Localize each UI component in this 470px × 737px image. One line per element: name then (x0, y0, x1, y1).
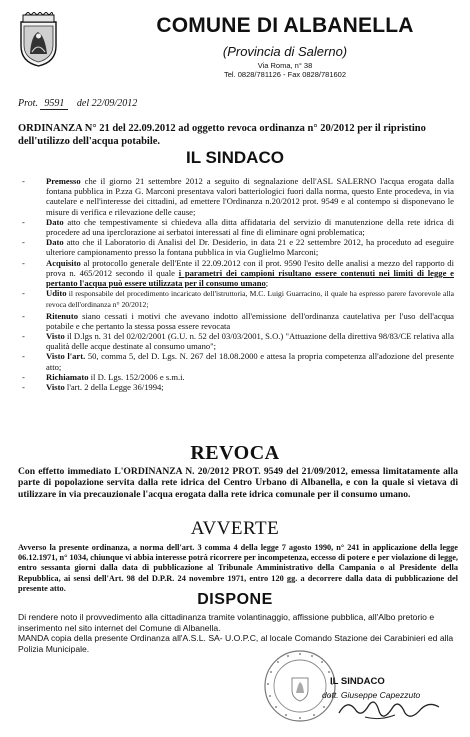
dispone-text (18, 612, 458, 654)
municipality-title: COMUNE DI ALBANELLA (156, 14, 414, 37)
revoca-heading: REVOCA (190, 442, 280, 464)
protocol-line (18, 98, 137, 110)
list-item: - Visto il D.lgs n. 31 del 02/02/2001 (G.U. n. 52 del 03/03/2001, S.O.) "Attuazione della direttiva 98/83/CE relativa alla qualità delle acque destinate al consumo umano"; (22, 331, 454, 351)
province-subtitle: (Provincia di Salerno) (222, 44, 348, 59)
premises-list (22, 176, 454, 392)
list-item: - Visto l'art. 2 della Legge 36/1994; (22, 382, 454, 392)
list-item: - Udito il responsabile del procedimento incaricato dell'istruttoria, M.C. Luigi Guarracino, il quale ha espresso parere favorevole alla revoca dell'ordinanza n° 20/2012; (22, 288, 454, 310)
mayor-signature-role: IL SINDACO (330, 676, 385, 687)
protocol-date: 22/09/2012 (91, 98, 138, 109)
dispone-paragraph: MANDA copia della presente Ordinanza all'A.S.L. SA- U.O.P.C, al locale Comando Stazione dei Carabinieri ed alla Polizia Municipale. (18, 633, 454, 654)
dispone-heading: DISPONE (197, 591, 273, 608)
list-item: - Visto l'art. 50, comma 5, del D. Lgs. N. 267 del 18.08.2000 e attesa la propria competenza all'adozione del presente atto; (22, 351, 454, 371)
mayor-signature-name: dott. Giuseppe Capezzuto (322, 690, 421, 700)
protocol-number: 9591 (40, 98, 68, 110)
revoca-text: Con effetto immediato L'ORDINANZA N. 20/2012 PROT. 9549 del 21/09/2012, emessa limitatamente alla parte di popolazione servita dalla rete idrica del Centro Urbano di Albanella, e con la quale si vietava di utilizzare in via precauzionale l'acqua erogata dalla rete idrica comunale per il consumo umano. (18, 466, 458, 500)
official-stamp-icon (262, 648, 338, 724)
avverte-text: Avverso la presente ordinanza, a norma dell'art. 3 comma 4 della legge 7 agosto 1990, n° 241 in applicazione della legge 06.12.1971, n° 1034, chiunque vi abbia interesse potrà ricorrere per incompetenza, eccesso di potere e per violazione di legge, entro sessanta giorni dalla data di pubblicazione al Tribunale Amministrativo della Campania o al Presidente della Repubblica, ai sensi dell'Art. 98 del D.P.R. 24 novembre 1971, entro 120 gg. a decorrere dalla data di pubblicazione del presente atto. (18, 543, 458, 593)
list-item: - Premesso che il giorno 21 settembre 2012 a seguito di segnalazione dell'ASL SALERNO l'acqua erogata dalla fontana pubblica in P.zza G. Marconi presentava valori batteriologici fuori dalla norma, questo Ente procedeva, in via cautelare e nell'interesse dei cittadini, ad emettere l'Ordinanza n.20/2012 prot. 9549 e al contempo si disponevano le misure di verifica e rilevazione delle cause; (22, 176, 454, 217)
phone-fax: Tel. 0828/781126 - Fax 0828/781602 (223, 70, 347, 79)
ordinance-subject: ORDINANZA N° 21 del 22.09.2012 ad oggetto revoca ordinanza n° 20/2012 per il ripristino dell'utilizzo dell'acqua potabile. (18, 123, 426, 147)
mayor-heading: IL SINDACO (186, 148, 284, 167)
handwritten-signature-icon (335, 695, 445, 725)
list-item: - Acquisito al protocollo generale dell'Ente il 22.09.2012 con il prot. 9590 l'esito delle analisi a mezzo del rapporto di prova n. 465/2012 secondo il quale i parametri dei campioni risultano essere contenuti nei limiti di legge e pertanto l'acqua può essere utilizzata per il consumo umano; (22, 258, 454, 289)
protocol-label: Prot. (18, 98, 38, 109)
dispone-paragraph: Di rendere noto il provvedimento alla cittadinanza tramite volantinaggio, affissione pubblica, all'Albo pretorio e inserimento nel sito internet del Comune di Albanella. (18, 612, 435, 633)
protocol-date-label: del (76, 98, 90, 109)
list-item: - Richiamato il D. Lgs. 152/2006 e s.m.i. (22, 372, 454, 382)
analysis-result-underlined: i parametri dei campioni risultano essere contenuti nei limiti di legge e pertanto l'acqua può essere utilizzata per il consumo umano (46, 267, 454, 289)
municipal-crest-icon (17, 12, 60, 68)
list-item: - Dato atto che tempestivamente si chiedeva alla ditta affidataria del servizio di manutenzione della rete idrica di procedere ad una iperclorazione ai serbatoi interessati al fine di eliminare ogni problematica; (22, 217, 454, 237)
list-item: - Ritenuto siano cessati i motivi che avevano indotto all'emissione dell'ordinanza cautelativa per l'uso dell'acqua potabile e che pertanto la stessa possa essere revocata (22, 311, 454, 331)
avverte-heading: AVVERTE (190, 518, 280, 539)
address-block (120, 61, 450, 79)
list-item: - Dato atto che il Laboratorio di Analisi del Dr. Desiderio, in data 21 e 22 settembre 2012, ha proceduto ad eseguire ulteriore campionamento presso la fontana pubblica in via Guglielmo Marconi; (22, 237, 454, 257)
street-address: Via Roma, n° 38 (257, 61, 313, 70)
